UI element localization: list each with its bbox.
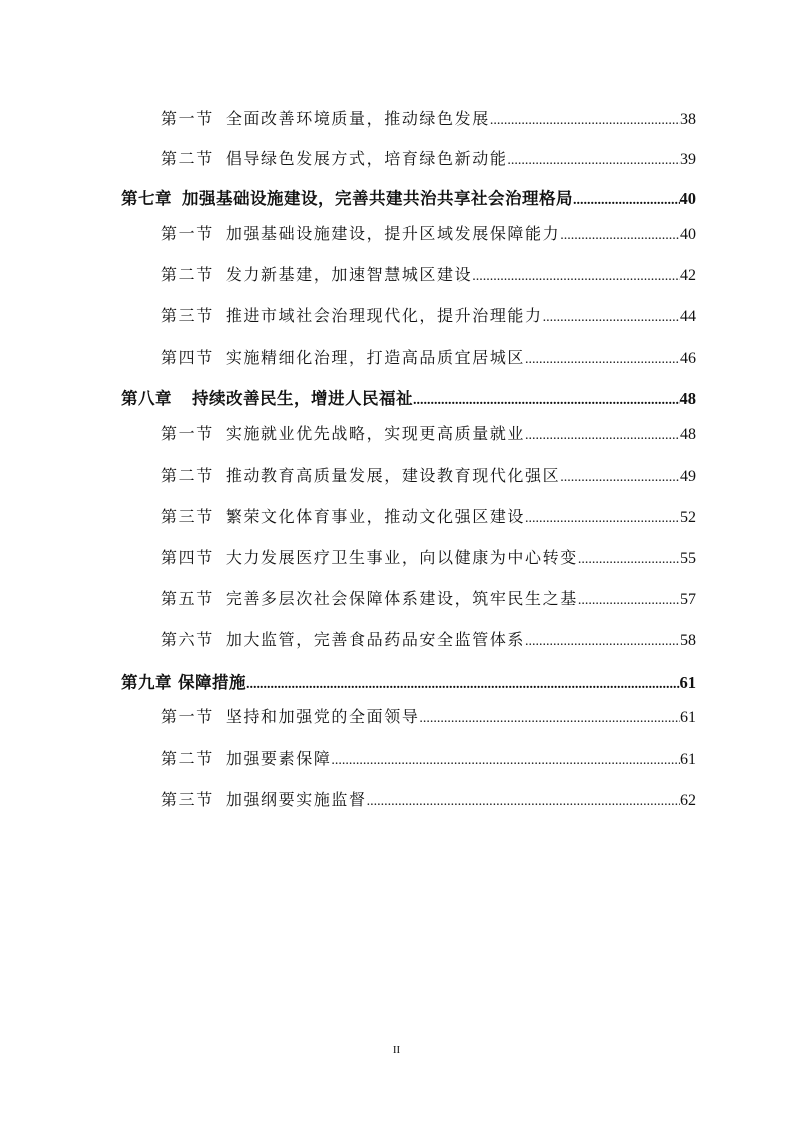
toc-leader-dots <box>578 588 680 614</box>
toc-entry-label: 第三节 <box>161 507 214 526</box>
toc-entry-title: 繁荣文化体育事业，推动文化强区建设 <box>225 507 526 526</box>
toc-chapter-entry[interactable] <box>121 186 696 212</box>
toc-chapter-page: 48 <box>679 389 696 408</box>
toc-entry-page: 62 <box>680 792 696 809</box>
toc-entry[interactable] <box>161 106 696 132</box>
toc-leader-dots <box>525 629 680 655</box>
toc-entry-label: 第三节 <box>161 306 214 325</box>
toc-entry-title: 大力发展医疗卫生事业，向以健康为中心转变 <box>225 548 578 567</box>
toc-chapter-label: 第九章 <box>121 673 172 692</box>
toc-leader-dots <box>560 223 680 249</box>
toc-leader-dots <box>525 423 680 449</box>
toc-entry-page: 48 <box>680 426 696 443</box>
toc-entry[interactable] <box>161 262 696 288</box>
toc-entry[interactable] <box>161 504 696 530</box>
toc-leader-dots <box>367 789 680 815</box>
toc-entry[interactable] <box>161 221 696 247</box>
toc-entry-page: 55 <box>680 550 696 567</box>
toc-entry[interactable] <box>161 586 696 612</box>
toc-entry[interactable] <box>161 704 696 730</box>
toc-entry-page: 38 <box>680 111 696 128</box>
toc-chapter-entry[interactable] <box>121 386 696 412</box>
toc-entry-page: 58 <box>680 632 696 649</box>
toc-chapter-label: 第七章 <box>121 189 172 208</box>
toc-entry-title: 实施就业优先战略，实现更高质量就业 <box>225 424 526 443</box>
toc-leader-dots <box>490 108 680 134</box>
toc-entry-page: 39 <box>680 151 696 168</box>
toc-entry[interactable] <box>161 746 696 772</box>
toc-entry[interactable] <box>161 787 696 813</box>
toc-entry-title: 加强要素保障 <box>225 749 332 768</box>
toc-entry-title: 加强纲要实施监督 <box>225 790 367 809</box>
toc-leader-dots <box>507 148 680 174</box>
toc-entry[interactable] <box>161 345 696 371</box>
toc-chapter-title: 保障措施 <box>178 673 246 692</box>
toc-entry-label: 第二节 <box>161 265 214 284</box>
toc-entry-title: 加强基础设施建设，提升区域发展保障能力 <box>225 224 561 243</box>
toc-leader-dots <box>578 547 680 573</box>
toc-entry-title: 发力新基建，加速智慧城区建设 <box>225 265 473 284</box>
toc-entry-page: 42 <box>680 267 696 284</box>
toc-entry-label: 第六节 <box>161 630 214 649</box>
toc-entry-title: 全面改善环境质量，推动绿色发展 <box>225 109 490 128</box>
toc-entry-title: 坚持和加强党的全面领导 <box>225 707 420 726</box>
toc-entry-label: 第二节 <box>161 149 214 168</box>
toc-entry-label: 第三节 <box>161 790 214 809</box>
toc-leader-dots <box>560 465 680 491</box>
toc-chapter-label: 第八章 <box>121 389 172 408</box>
toc-entry-label: 第四节 <box>161 548 214 567</box>
toc-entry-label: 第四节 <box>161 348 214 367</box>
toc-entry-page: 61 <box>680 751 696 768</box>
toc-entry-label: 第一节 <box>161 707 214 726</box>
toc-entry-page: 46 <box>680 350 696 367</box>
toc-leader-dots <box>525 506 680 532</box>
toc-chapter-title: 持续改善民生，增进人民福祉 <box>192 389 413 408</box>
toc-leader-dots <box>413 388 680 414</box>
toc-entry-title: 推动教育高质量发展，建设教育现代化强区 <box>225 466 561 485</box>
toc-leader-dots <box>543 305 680 331</box>
toc-entry[interactable] <box>161 303 696 329</box>
toc-chapter-entry[interactable] <box>121 670 696 696</box>
toc-entry-page: 52 <box>680 509 696 526</box>
toc-entry-page: 57 <box>680 591 696 608</box>
toc-chapter-title: 加强基础设施建设，完善共建共治共享社会治理格局 <box>182 189 573 208</box>
toc-entry[interactable] <box>161 146 696 172</box>
toc-entry-page: 61 <box>680 709 696 726</box>
toc-entry-title: 加大监管，完善食品药品安全监管体系 <box>225 630 526 649</box>
toc-leader-dots <box>331 748 680 774</box>
toc-leader-dots <box>573 188 680 214</box>
toc-chapter-page: 40 <box>679 189 696 208</box>
toc-entry-label: 第五节 <box>161 589 214 608</box>
toc-entry-label: 第一节 <box>161 109 214 128</box>
toc-entry[interactable] <box>161 463 696 489</box>
toc-entry-label: 第一节 <box>161 224 214 243</box>
toc-entry-label: 第一节 <box>161 424 214 443</box>
toc-leader-dots <box>472 264 680 290</box>
toc-entry[interactable] <box>161 545 696 571</box>
toc-entry[interactable] <box>161 421 696 447</box>
toc-entry[interactable] <box>161 627 696 653</box>
toc-chapter-page: 61 <box>679 673 696 692</box>
toc-entry-page: 49 <box>680 468 696 485</box>
toc-entry-title: 完善多层次社会保障体系建设，筑牢民生之基 <box>225 589 578 608</box>
toc-entry-title: 实施精细化治理，打造高品质宜居城区 <box>225 348 526 367</box>
toc-leader-dots <box>246 672 680 698</box>
toc-entry-page: 44 <box>680 308 696 325</box>
toc-leader-dots <box>419 706 680 732</box>
page-number-footer: II <box>392 1044 401 1056</box>
toc-entry-title: 推进市域社会治理现代化，提升治理能力 <box>225 306 543 325</box>
toc-leader-dots <box>525 347 680 373</box>
toc-entry-label: 第二节 <box>161 466 214 485</box>
toc-entry-label: 第二节 <box>161 749 214 768</box>
toc-entry-page: 40 <box>680 226 696 243</box>
toc-entry-title: 倡导绿色发展方式，培育绿色新动能 <box>225 149 508 168</box>
